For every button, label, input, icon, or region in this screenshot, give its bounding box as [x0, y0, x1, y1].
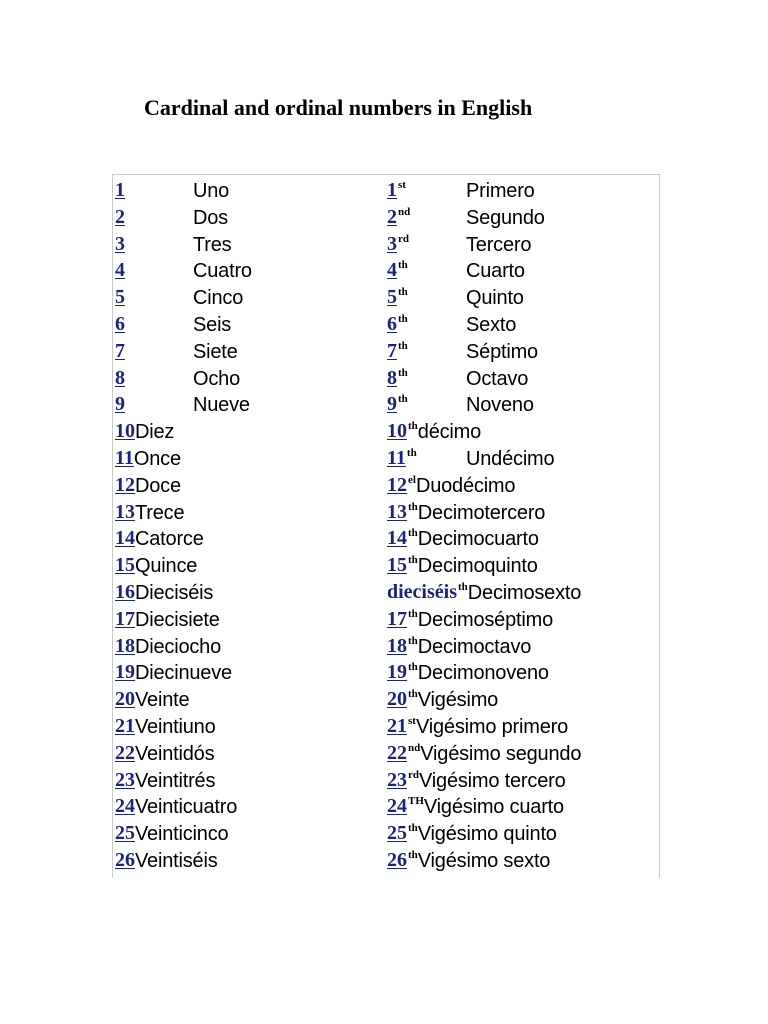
cardinal-number-link[interactable]: 21: [115, 715, 135, 737]
ordinal-suffix: th: [408, 822, 418, 835]
cardinal-number-link[interactable]: 25: [115, 822, 135, 845]
table-row: [113, 177, 659, 204]
cardinal-number-link[interactable]: 19: [115, 661, 135, 684]
cardinal-number-link[interactable]: 7: [115, 339, 125, 362]
table-row: [113, 659, 659, 686]
ordinal-number-link[interactable]: 2: [387, 205, 397, 228]
ordinal-suffix: th: [406, 447, 417, 459]
table-row: [113, 418, 659, 445]
table-row: [113, 204, 659, 231]
ordinal-word: Vigésimo quinto: [417, 823, 557, 846]
cardinal-word: Veinticinco: [135, 823, 229, 846]
ordinal-word: Noveno: [466, 394, 534, 417]
cardinal-word: Dieciocho: [135, 635, 222, 658]
cardinal-word: Siete: [193, 340, 238, 363]
ordinal-number-link[interactable]: 3: [387, 232, 397, 255]
cardinal-word: Diecisiete: [135, 608, 220, 631]
cardinal-number-link[interactable]: 14: [115, 527, 135, 550]
cardinal-number-link[interactable]: 9: [115, 393, 125, 416]
cardinal-word: Ocho: [193, 367, 241, 390]
ordinal-number-link[interactable]: 17: [387, 607, 407, 630]
ordinal-suffix: el: [408, 473, 416, 486]
ordinal-suffix: th: [398, 366, 408, 379]
cardinal-number-link[interactable]: 8: [115, 366, 125, 389]
ordinal-suffix: TH: [408, 795, 424, 808]
ordinal-word: Decimocuarto: [417, 528, 539, 551]
ordinal-number-link[interactable]: 8: [387, 366, 397, 389]
cardinal-word: Cinco: [193, 287, 244, 310]
ordinal-word: Segundo: [466, 206, 545, 229]
ordinal-word: Quinto: [466, 287, 524, 310]
table-row: [113, 847, 659, 874]
cardinal-word: Tres: [193, 233, 232, 256]
ordinal-number-link[interactable]: 10: [387, 420, 407, 443]
ordinal-suffix: nd: [398, 205, 411, 218]
cardinal-number-link[interactable]: 5: [115, 286, 125, 309]
ordinal-number-link[interactable]: 5: [387, 286, 397, 309]
ordinal-suffix: th: [398, 393, 408, 406]
table-row: [113, 793, 659, 820]
ordinal-number-link[interactable]: 13: [387, 500, 407, 523]
table-row: [113, 499, 659, 526]
ordinal-word: Octavo: [466, 367, 529, 390]
ordinal-word: Decimotercero: [417, 501, 546, 524]
ordinal-word: Undécimo: [466, 448, 555, 470]
ordinal-word: Vigésimo: [417, 689, 499, 712]
ordinal-suffix: th: [408, 500, 418, 513]
ordinal-word: Decimoctavo: [417, 635, 532, 658]
cardinal-number-link[interactable]: 12: [115, 473, 135, 496]
cardinal-number-link[interactable]: 11: [115, 447, 134, 469]
table-row: [113, 579, 659, 606]
page-title: Cardinal and ordinal numbers in English: [144, 95, 533, 120]
ordinal-suffix: th: [398, 259, 408, 272]
table-row: [113, 525, 659, 552]
ordinal-number-link[interactable]: 14: [387, 527, 407, 550]
ordinal-suffix: th: [398, 286, 408, 299]
cardinal-number-link[interactable]: 2: [115, 205, 125, 228]
cardinal-word: Nueve: [193, 394, 250, 417]
ordinal-number-link[interactable]: 9: [387, 393, 397, 416]
table-row: [113, 257, 659, 284]
ordinal-suffix: th: [398, 339, 408, 352]
table-row: [113, 365, 659, 392]
cardinal-word: Veintiséis: [135, 850, 218, 872]
cardinal-number-link[interactable]: 16: [115, 581, 135, 603]
ordinal-suffix: th: [408, 661, 418, 674]
cardinal-word: Catorce: [135, 528, 204, 551]
cardinal-number-link[interactable]: 18: [115, 634, 135, 657]
ordinal-word: Vigésimo segundo: [420, 742, 582, 765]
ordinal-word: Vigésimo tercero: [419, 769, 566, 792]
cardinal-number-link[interactable]: 17: [115, 607, 135, 630]
cardinal-number-link[interactable]: 1: [115, 179, 125, 201]
cardinal-number-link[interactable]: 6: [115, 313, 125, 335]
table-row: [113, 686, 659, 713]
cardinal-word: Veinticuatro: [135, 796, 238, 819]
cardinal-number-link[interactable]: 22: [115, 741, 135, 764]
ordinal-word: Vigésimo primero: [415, 716, 568, 738]
ordinal-suffix: st: [398, 179, 406, 191]
ordinal-number-link[interactable]: 24: [387, 795, 407, 818]
ordinal-number-link[interactable]: 12: [387, 473, 407, 496]
cardinal-word: Seis: [193, 314, 232, 336]
ordinal-suffix: th: [408, 634, 418, 647]
cardinal-word: Quince: [135, 555, 198, 578]
cardinal-number-link[interactable]: 3: [115, 232, 125, 255]
cardinal-word: Uno: [193, 180, 230, 202]
cardinal-word: Diecinueve: [135, 662, 232, 685]
ordinal-number-link[interactable]: 25: [387, 822, 407, 845]
table-row: [113, 606, 659, 633]
ordinal-word: Séptimo: [466, 340, 538, 363]
table-row: [113, 391, 659, 418]
ordinal-suffix: th: [408, 688, 418, 701]
ordinal-suffix: rd: [398, 232, 409, 245]
ordinal-word: décimo: [417, 421, 482, 444]
table-row: [113, 740, 659, 767]
cardinal-word: Dos: [193, 206, 228, 229]
cardinal-word: Veinte: [135, 689, 190, 712]
ordinal-number-link[interactable]: 22: [387, 741, 407, 764]
cardinal-number-link[interactable]: 4: [115, 259, 125, 282]
cardinal-word: Once: [133, 448, 181, 470]
ordinal-suffix: th: [408, 527, 418, 540]
ordinal-number-link[interactable]: 23: [387, 768, 407, 791]
ordinal-word: Tercero: [466, 233, 532, 256]
ordinal-suffix: rd: [408, 768, 419, 781]
table-row: [113, 445, 659, 472]
ordinal-word: Vigésimo sexto: [417, 850, 551, 872]
ordinal-number-link[interactable]: 7: [387, 339, 397, 362]
ordinal-word: Decimosexto: [467, 582, 582, 604]
ordinal-suffix: nd: [408, 741, 421, 754]
cardinal-word: Trece: [135, 501, 185, 524]
ordinal-number-link[interactable]: 18: [387, 634, 407, 657]
ordinal-number-link[interactable]: 11: [387, 447, 406, 469]
ordinal-number-link[interactable]: 6: [387, 313, 397, 335]
ordinal-number-link[interactable]: 15: [387, 554, 407, 577]
cardinal-word: Dieciséis: [135, 582, 214, 604]
ordinal-suffix: th: [408, 554, 418, 567]
cardinal-word: Veintiuno: [135, 716, 216, 738]
cardinal-word: Doce: [135, 474, 181, 497]
table-row: [113, 767, 659, 794]
cardinal-word: Veintitrés: [135, 769, 216, 792]
cardinal-word: Cuatro: [193, 260, 252, 283]
ordinal-suffix: th: [398, 313, 408, 325]
ordinal-word: Decimoquinto: [417, 555, 538, 578]
ordinal-number-link[interactable]: 21: [387, 715, 407, 737]
table-row: [113, 231, 659, 258]
cardinal-number-link[interactable]: 26: [115, 849, 135, 871]
table-row: [113, 311, 659, 338]
ordinal-word: Decimonoveno: [417, 662, 549, 685]
cardinal-number-link[interactable]: 24: [115, 795, 135, 818]
table-row: [113, 552, 659, 579]
ordinal-number-link[interactable]: 26: [387, 849, 407, 871]
ordinal-suffix: st: [408, 715, 416, 727]
ordinal-suffix: th: [408, 420, 418, 433]
ordinal-suffix: th: [458, 581, 468, 593]
cardinal-number-link[interactable]: 20: [115, 688, 135, 711]
ordinal-word: Primero: [466, 180, 535, 202]
ordinal-suffix: th: [408, 849, 418, 861]
numbers-table: [112, 174, 660, 878]
cardinal-number-link[interactable]: 15: [115, 554, 135, 577]
ordinal-number-link[interactable]: 1: [387, 179, 397, 201]
ordinal-word: Sexto: [466, 314, 517, 336]
table-row: [113, 338, 659, 365]
ordinal-number-link[interactable]: 4: [387, 259, 397, 282]
cardinal-number-link[interactable]: 13: [115, 500, 135, 523]
table-row: [113, 713, 659, 740]
ordinal-number-link[interactable]: dieciséis: [387, 581, 457, 603]
ordinal-word: Vigésimo cuarto: [423, 796, 564, 819]
table-row: [113, 820, 659, 847]
ordinal-suffix: th: [408, 607, 418, 620]
cardinal-word: Diez: [135, 421, 175, 444]
ordinal-number-link[interactable]: 20: [387, 688, 407, 711]
table-row: [113, 633, 659, 660]
table-row: [113, 472, 659, 499]
cardinal-number-link[interactable]: 23: [115, 768, 135, 791]
ordinal-word: Decimoséptimo: [417, 608, 554, 631]
table-row: [113, 284, 659, 311]
cardinal-word: Veintidós: [135, 742, 215, 765]
ordinal-word: Cuarto: [466, 260, 525, 283]
cardinal-number-link[interactable]: 10: [115, 420, 135, 443]
ordinal-number-link[interactable]: 19: [387, 661, 407, 684]
ordinal-word: Duodécimo: [415, 474, 516, 497]
